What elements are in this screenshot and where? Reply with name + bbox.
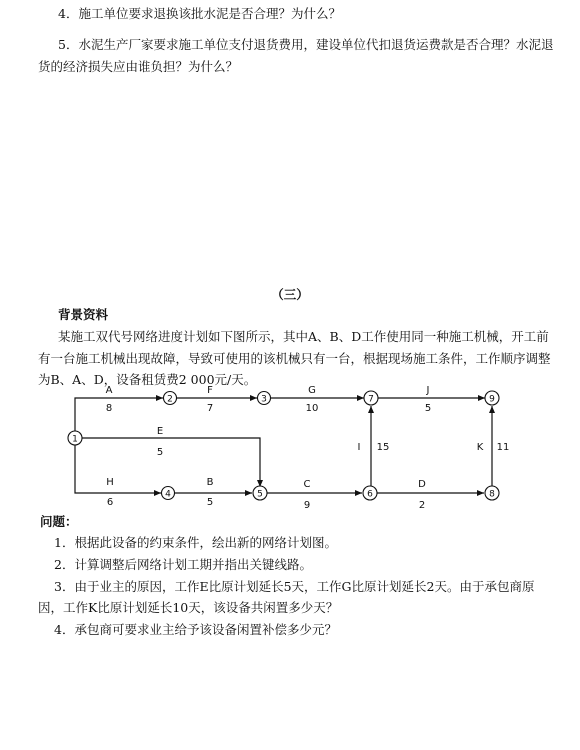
activity-c-name: C: [303, 479, 311, 490]
svg-text:9: 9: [489, 394, 495, 405]
node-4: [162, 487, 175, 500]
question-3-line-1: 3．由于业主的原因，工作E比原计划延长5天，工作G比原计划延长2天。由于承包商原: [54, 579, 535, 594]
activity-j-duration: 5: [424, 403, 432, 414]
activity-a-name: A: [105, 386, 113, 396]
node-8: [485, 486, 499, 500]
question-5-line-2: 货的经济损失应由谁负担？为什么？: [38, 59, 239, 74]
svg-text:1: 1: [72, 434, 78, 445]
svg-text:5: 5: [257, 489, 263, 500]
node-2: [164, 392, 177, 405]
activity-d-name: D: [418, 479, 426, 490]
node-1: [68, 431, 82, 445]
node-5: [253, 486, 267, 500]
node-7: [364, 391, 378, 405]
activity-b-duration: 5: [206, 497, 214, 508]
background-para-line-3: 为B、A、D，设备租赁费2 000元/天。: [38, 372, 257, 387]
activity-k-name: K: [476, 442, 484, 453]
arrow-activity-h: [75, 445, 164, 493]
question-2: 2．计算调整后网络计划工期并指出关键线路。: [54, 557, 312, 572]
background-para-line-2: 有一台施工机械出现故障，导致可使用的该机械只有一台，根据现场施工条件，工作顺序调整: [38, 351, 551, 366]
activity-g-name: G: [308, 386, 316, 396]
network-diagram: [0, 386, 580, 516]
question-4-bottom: 4．承包商可要求业主给予该设备闲置补偿多少元？: [54, 622, 337, 637]
activity-c-duration: 9: [303, 500, 311, 511]
svg-text:8: 8: [489, 489, 495, 500]
svg-text:2: 2: [167, 394, 173, 405]
svg-text:4: 4: [165, 489, 171, 500]
question-1: 1．根据此设备的约束条件，绘出新的网络计划图。: [54, 535, 337, 550]
node-9: [485, 391, 499, 405]
node-6: [363, 486, 377, 500]
arrow-activity-a: [75, 398, 163, 431]
activity-h-name: H: [106, 477, 114, 488]
activity-k-duration: 11: [496, 442, 510, 453]
activity-i-name: I: [357, 442, 361, 453]
question-3-line-2: 因，工作K比原计划延长10天，该设备共闲置多少天？: [38, 600, 339, 615]
activity-e-name: E: [156, 426, 164, 437]
svg-text:6: 6: [367, 489, 373, 500]
activity-d-duration: 2: [418, 500, 426, 511]
node-3: [258, 392, 271, 405]
activity-j-name: J: [426, 386, 430, 396]
activity-f-name: F: [207, 386, 213, 396]
question-5-line-1: 5．水泥生产厂家要求施工单位支付退货费用，建设单位代扣退货运费款是否合理？水泥退: [58, 37, 554, 52]
svg-text:3: 3: [261, 394, 267, 405]
background-para-line-1: 某施工双代号网络进度计划如下图所示，其中A、B、D工作使用同一种施工机械，开工前: [58, 329, 549, 344]
question-4-top: 4．施工单位要求退换该批水泥是否合理？为什么？: [58, 6, 341, 21]
activity-g-duration: 10: [305, 403, 319, 414]
svg-text:7: 7: [368, 394, 374, 405]
activity-f-duration: 7: [206, 403, 214, 414]
activity-b-name: B: [206, 477, 214, 488]
questions-title: 问题：: [40, 514, 78, 529]
activity-e-duration: 5: [156, 447, 164, 458]
background-title: 背景资料: [58, 307, 109, 322]
activity-h-duration: 6: [106, 497, 114, 508]
section-heading: （三）: [271, 287, 309, 302]
activity-a-duration: 8: [105, 403, 113, 414]
activity-i-duration: 15: [376, 442, 390, 453]
